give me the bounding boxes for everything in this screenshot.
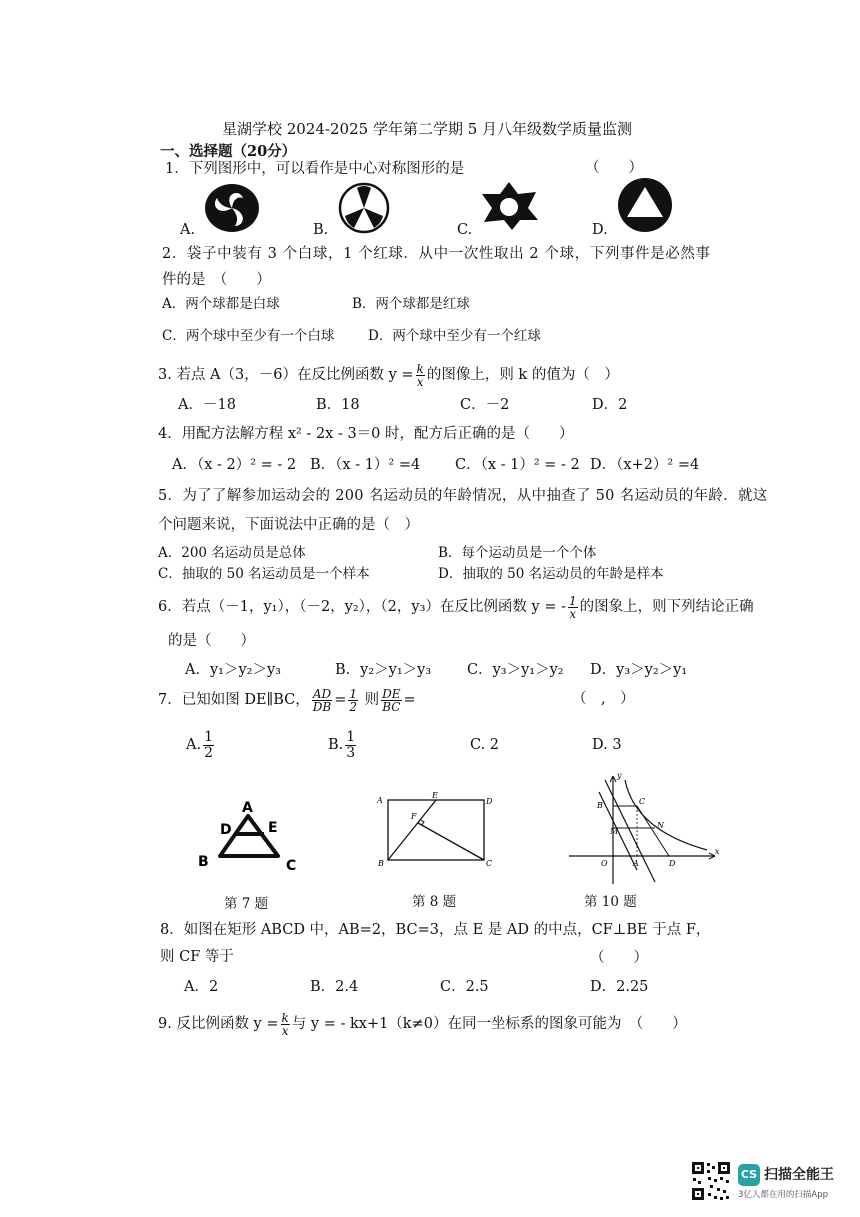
fig7-label-c: C — [286, 858, 297, 874]
q7-opt-d: D. 3 — [592, 737, 622, 753]
q7-post: = — [403, 692, 416, 708]
q8-stem-line1: 8．如图在矩形 ABCD 中，AB=2，BC=3，点 E 是 AD 的中点，CF⊥BE 于点 F， — [160, 922, 711, 938]
q8-opt-a: A．2 — [184, 979, 219, 995]
q5-stem-line2: 个问题来说，下面说法中正确的是（ ） — [158, 517, 419, 533]
q3-opt-d: D．2 — [592, 397, 628, 413]
q1-opt-d: D. — [592, 222, 608, 238]
q6-frac-num: 1 — [568, 593, 577, 608]
q5-opt-a: A．200 名运动员是总体 — [158, 545, 306, 561]
q1-figure-d — [615, 177, 675, 233]
q7-paren: （ , ） — [572, 691, 635, 707]
q3-stem-post: 的图像上，则 k 的值为（ ） — [426, 367, 619, 383]
q1-figure-a — [203, 182, 261, 234]
q5-opt-c: C．抽取的 50 名运动员是一个样本 — [158, 566, 370, 582]
fig10-segment-cd — [637, 806, 669, 856]
q7-f3-num: DE — [382, 686, 401, 701]
q1-opt-b: B. — [313, 222, 329, 238]
q5-stem-line1: 5．为了了解参加运动会的 200 名运动员的年龄情况，从中抽查了 50 名运动员的年龄．就这 — [158, 488, 768, 504]
q7-opt-a-den: 2 — [204, 744, 214, 761]
q7-opt-b-num: 1 — [346, 728, 356, 745]
q4-opt-d: D．（x+2）² =4 — [590, 457, 700, 473]
fig7-label-d: D — [220, 822, 232, 838]
q8-opt-b: B．2.4 — [310, 979, 359, 995]
fig7-label-a: A — [242, 800, 253, 816]
fig8-label-a: A — [377, 796, 383, 805]
q7-opt-b-label: B. — [328, 737, 344, 753]
q2-opt-b: B．两个球都是红球 — [352, 296, 470, 312]
q3-opt-a: A．－18 — [178, 397, 236, 413]
fig10-label-b: B — [597, 801, 603, 810]
fig10-label-x: x — [715, 847, 720, 856]
q7-opt-b-frac — [345, 730, 356, 761]
fig10-label-d: D — [669, 859, 676, 868]
q1-paren: （ ） — [585, 160, 643, 176]
q3-fraction — [416, 363, 425, 388]
q7-eq: = — [334, 692, 347, 708]
fig8-label-f: F — [411, 812, 417, 821]
q4-opt-c: C．（x - 1）² = - 2 — [455, 457, 580, 473]
q3-stem — [158, 358, 619, 392]
fig10-label-m: M — [610, 827, 619, 836]
q2-stem-line1: 2．袋子中装有 3 个白球，1 个红球．从中一次性取出 2 个球，下列事件是必然事 — [162, 246, 711, 262]
section-heading: 一、选择题（20分） — [160, 143, 297, 160]
q7-opt-c: C. 2 — [470, 737, 500, 753]
q3-frac-den: x — [416, 374, 424, 389]
q6-opt-b: B．y₂＞y₁＞y₃ — [335, 662, 432, 678]
q3-opt-c: C．－2 — [460, 397, 510, 413]
q8-stem-line2: 则 CF 等于 — [160, 949, 234, 965]
q6-opt-d: D．y₃＞y₂＞y₁ — [590, 662, 688, 678]
fig10-caption: 第 10 题 — [584, 894, 637, 910]
camscanner-logo: CS — [738, 1164, 760, 1186]
q6-opt-a: A．y₁＞y₂＞y₃ — [185, 662, 281, 678]
fig8-rectangle — [388, 800, 484, 860]
fig10-label-n: N — [657, 821, 664, 830]
q7-opt-b-den: 3 — [346, 744, 356, 761]
q9-frac-num: k — [281, 1010, 289, 1025]
q7-f2-den: 2 — [349, 699, 358, 714]
q7-f1-num: AD — [312, 686, 332, 701]
figure-10 — [565, 770, 725, 888]
q3-opt-b: B．18 — [316, 397, 360, 413]
q7-opt-b — [328, 725, 358, 765]
fig10-label-a: A — [633, 859, 639, 868]
q6-stem-line2: 的是（ ） — [168, 633, 255, 649]
fig10-label-c: C — [639, 797, 646, 806]
fig8-label-c: C — [486, 859, 493, 868]
fig8-segment-be — [388, 800, 436, 860]
q9-frac-den: x — [281, 1023, 289, 1038]
q9-stem — [158, 1006, 687, 1042]
q7-frac-half — [348, 688, 358, 713]
q6-stem-pre: 6．若点（－1，y₁），（－2，y₂），（2，y₃）在反比例函数 y = - — [158, 599, 566, 615]
figure-7 — [192, 796, 312, 880]
q8-opt-c: C．2.5 — [440, 979, 489, 995]
fig8-label-d: D — [486, 797, 493, 806]
q1-figure-c — [478, 180, 540, 232]
q9-stem-pre: 9. 反比例函数 y = — [158, 1016, 279, 1032]
q7-f3-den: BC — [382, 699, 401, 714]
q4-opt-a: A．（x - 2）² = - 2 — [172, 457, 297, 473]
q5-opt-d: D．抽取的 50 名运动员的年龄是样本 — [438, 566, 664, 582]
q2-opt-a: A．两个球都是白球 — [162, 296, 280, 312]
q2-opt-c: C．两个球中至少有一个白球 — [162, 328, 335, 344]
q7-opt-a — [186, 725, 216, 765]
q7-frac-de-bc — [381, 688, 401, 713]
q7-f1-den: DB — [312, 699, 332, 714]
q7-stem-pre: 7．已知如图 DE∥BC， — [158, 692, 310, 708]
page-title: 星湖学校 2024-2025 学年第二学期 5 月八年级数学质量监测 — [222, 120, 633, 138]
watermark-tagline: 3亿人都在用的扫描App — [738, 1190, 829, 1200]
q6-opt-c: C．y₃＞y₁＞y₂ — [467, 662, 564, 678]
fig10-label-o: O — [601, 859, 608, 868]
fig7-label-b: B — [198, 854, 209, 870]
q1-opt-c: C. — [457, 222, 473, 238]
q6-fraction — [568, 595, 578, 620]
q7-f2-num: 1 — [349, 686, 358, 701]
q5-opt-b: B．每个运动员是一个个体 — [438, 545, 597, 561]
fig8-label-b: B — [378, 859, 384, 868]
q7-opt-a-num: 1 — [204, 728, 214, 745]
fig8-caption: 第 8 题 — [412, 894, 457, 910]
q7-opt-a-label: A. — [186, 737, 202, 753]
q7-opt-a-frac — [203, 730, 214, 761]
q6-stem-post: 的图象上，则下列结论正确 — [579, 599, 754, 615]
q1-figure-b — [337, 182, 391, 234]
fig10-label-y: y — [617, 771, 622, 780]
watermark-app-name: 扫描全能王 — [764, 1167, 834, 1183]
q9-stem-post: 与 y = - kx+1（k≠0）在同一坐标系的图象可能为 （ ） — [291, 1016, 687, 1032]
q8-opt-d: D．2.25 — [590, 979, 649, 995]
figure-8 — [374, 790, 498, 870]
qr-code-icon — [690, 1160, 732, 1202]
q3-stem-pre: 3. 若点 A（3，－6）在反比例函数 y = — [158, 367, 414, 383]
q9-fraction — [281, 1012, 290, 1037]
fig8-label-e: E — [432, 791, 438, 800]
q1-stem: 1．下列图形中，可以看作是中心对称图形的是 — [165, 161, 465, 177]
q7-stem — [158, 682, 416, 718]
q4-opt-b: B．（x - 1）² =4 — [310, 457, 421, 473]
q7-frac-ad-db — [312, 688, 332, 713]
q2-opt-d: D．两个球中至少有一个红球 — [368, 328, 541, 344]
fig7-caption: 第 7 题 — [224, 896, 269, 912]
q7-mid: 则 — [364, 692, 380, 708]
q6-stem — [158, 589, 754, 625]
q4-stem: 4．用配方法解方程 x² - 2x - 3＝0 时，配方后正确的是（ ） — [158, 426, 574, 442]
q6-frac-den: x — [569, 606, 577, 621]
fig7-label-e: E — [268, 820, 278, 836]
q8-paren: （ ） — [590, 950, 648, 966]
fig8-segment-cf — [418, 823, 484, 860]
q3-frac-num: k — [416, 361, 424, 376]
q1-opt-a: A. — [180, 222, 196, 238]
q2-stem-line2: 件的是 （ ） — [162, 272, 271, 288]
